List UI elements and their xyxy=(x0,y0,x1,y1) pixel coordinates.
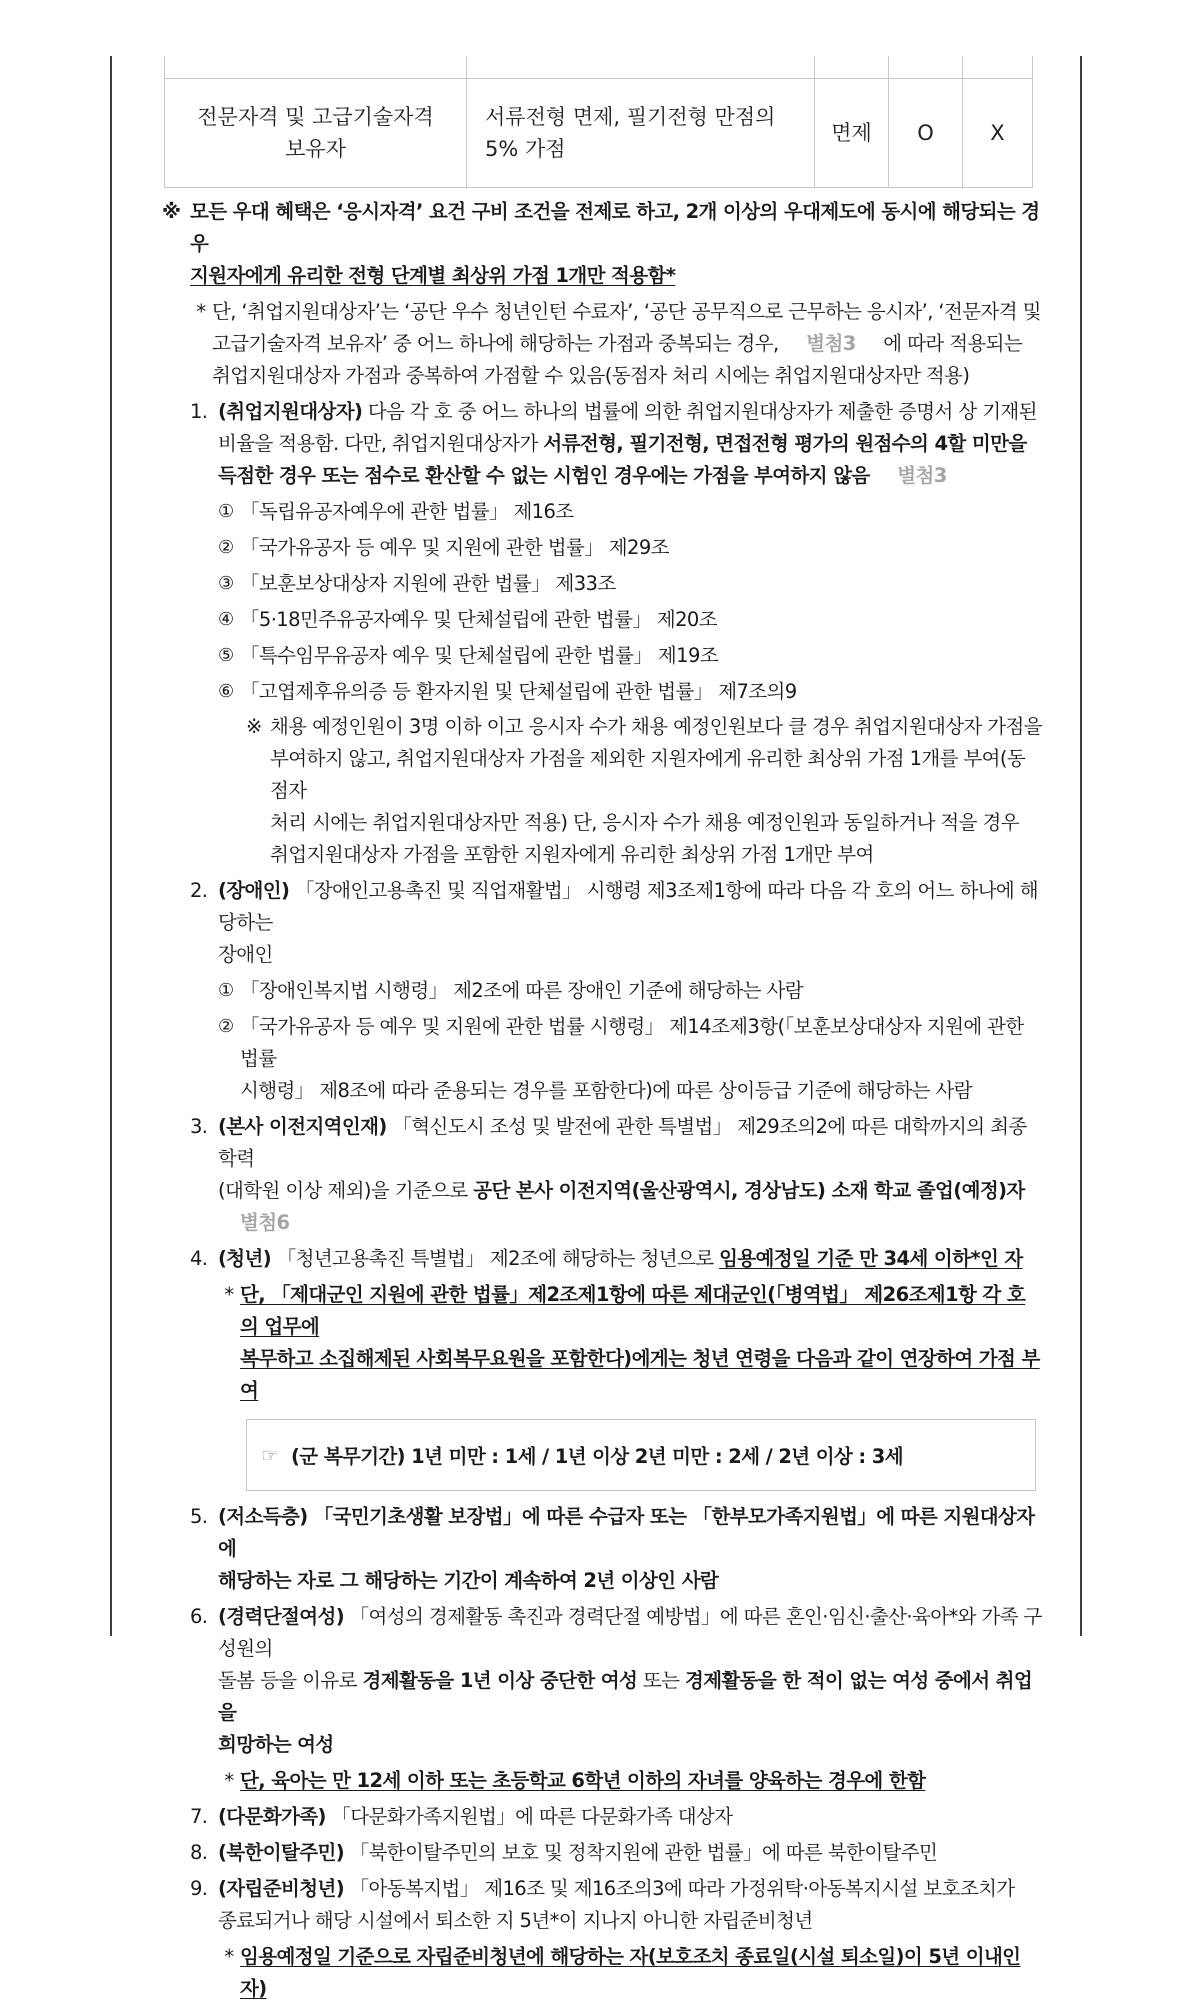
list-item-low-income xyxy=(190,1501,1042,1597)
self-reliance-note xyxy=(218,1941,1042,2005)
childcare-note xyxy=(218,1765,1042,1797)
star-mark: * xyxy=(224,1769,234,1792)
law-item xyxy=(218,676,1042,708)
item-text xyxy=(218,1837,1042,1869)
page-border-right xyxy=(1080,56,1082,1636)
law-text: 「독립유공자예우에 관한 법률」 제16조 xyxy=(240,500,574,523)
list-item-local-talent xyxy=(190,1111,1042,1239)
law-text: 「특수임무유공자 예우 및 단체설립에 관한 법률」 제19조 xyxy=(240,644,718,667)
pointing-hand-icon: ☞ xyxy=(261,1443,278,1467)
cell-text: 보유자 xyxy=(285,137,346,161)
military-service-box xyxy=(246,1419,1036,1491)
item-bold: 경제활동을 1년 이상 중단한 여성 xyxy=(362,1669,638,1692)
item-bold: 득점한 경우 또는 점수로 환산할 수 없는 시험인 경우에는 가점을 부여하지 않음 xyxy=(218,464,870,487)
criterion-line: 시행령」 제8조에 따라 준용되는 경우를 포함한다)에 따른 상이등급 기준에 해당하는 사람 xyxy=(240,1079,972,1102)
item-title: (저소득층) xyxy=(218,1505,308,1528)
note-line: 모든 우대 혜택은 ‘응시자격’ 요건 구비 조건을 전제로 하고, 2개 이상의 우대제도에 동시에 해당되는 경우 xyxy=(190,200,1040,255)
attachment-ref: 별첨6 xyxy=(240,1211,290,1234)
list-item-multicultural xyxy=(190,1801,1042,1833)
circled-number: ① xyxy=(218,980,234,1001)
item-line: 돌봄 등을 이유로 xyxy=(218,1669,363,1692)
item-number: 6. xyxy=(190,1605,208,1628)
circled-number: ③ xyxy=(218,573,234,594)
item-bold: 서류전형, 필기전형, 면접전형 평가의 원점수의 4할 미만을 xyxy=(543,432,1027,455)
table-cell-written: O xyxy=(889,79,963,188)
note-text xyxy=(190,196,1042,292)
item-number: 8. xyxy=(190,1841,208,1864)
table-cell-interview: X xyxy=(963,79,1033,188)
list-item-youth xyxy=(190,1243,1042,1275)
preference-notes xyxy=(162,196,1042,2005)
table-row-partial xyxy=(165,56,1033,79)
item-text xyxy=(218,1501,1042,1597)
subnote-line: 처리 시에는 취업지원대상자만 적용) 단, 응시자 수가 채용 예정인원과 동일하거나 적을 경우 xyxy=(270,811,1019,834)
table-cell-category xyxy=(165,79,467,188)
item-number: 9. xyxy=(190,1877,208,1900)
note-mark: ※ xyxy=(162,200,181,223)
employment-support-note xyxy=(246,711,1042,871)
circled-number: ⑤ xyxy=(218,645,234,666)
item-bold: 경제활동을 한 적이 없는 여성 중에서 취업을 xyxy=(218,1669,1033,1724)
general-note xyxy=(162,196,1042,292)
subnote-line: 취업지원대상자 가점을 포함한 지원자에게 유리한 최상위 가점 1개만 부여 xyxy=(270,843,874,866)
item-line: 「국민기초생활 보장법」에 따른 수급자 또는 「한부모가족지원법」에 따른 지원대상자에 xyxy=(218,1505,1035,1560)
cell-text: 서류전형 면제, 필기전형 만점의 xyxy=(485,105,776,129)
item-title: (청년) xyxy=(218,1247,272,1270)
law-text: 「보훈보상대상자 지원에 관한 법률」 제33조 xyxy=(240,572,616,595)
item-text xyxy=(218,1243,1042,1275)
cell-text: 5% 가점 xyxy=(485,137,566,161)
criterion-text xyxy=(240,1011,1042,1107)
item-line: 「청년고용촉진 특별법」 제2조에 해당하는 청년으로 xyxy=(271,1247,720,1270)
item-title: (경력단절여성) xyxy=(218,1605,345,1628)
item-title: (취업지원대상자) xyxy=(218,400,363,423)
law-text: 「국가유공자 등 예우 및 지원에 관한 법률」 제29조 xyxy=(240,536,669,559)
item-line: 장애인 xyxy=(218,943,273,966)
star-note-line: 고급기술자격 보유자’ 중 어느 하나에 해당하는 가점과 중복되는 경우, xyxy=(212,332,779,355)
veteran-note-text xyxy=(240,1279,1042,1407)
item-number: 7. xyxy=(190,1805,208,1828)
attachment-ref: 별첨3 xyxy=(897,464,947,487)
childcare-note-text: 단, 육아는 만 12세 이하 또는 초등학교 6학년 이하의 자녀를 양육하는 경우에 한함 xyxy=(240,1769,926,1792)
self-reliance-note-text: 임용예정일 기준으로 자립준비청년에 해당하는 자(보호조치 종료일(시설 퇴소일)이 5년 이내인 자) xyxy=(240,1945,1021,2000)
item-bold: 희망하는 여성 xyxy=(218,1733,334,1756)
star-note-text xyxy=(212,296,1042,392)
law-item xyxy=(218,640,1042,672)
circled-number: ⑥ xyxy=(218,681,234,702)
criterion-line: 「국가유공자 등 예우 및 지원에 관한 법률 시행령」 제14조제3항(「보훈보상대상자 지원에 관한 법률 xyxy=(240,1015,1024,1070)
item-line: 다음 각 호 중 어느 하나의 법률에 의한 취업지원대상자가 제출한 증명서 상 기재된 xyxy=(362,400,1037,423)
item-line: 「여성의 경제활동 촉진과 경력단절 예방법」에 따른 혼인·임신·출산·육아*와 가족 구성원의 xyxy=(218,1605,1042,1660)
note-line-underlined: 지원자에게 유리한 전형 단계별 최상위 가점 1개만 적용함* xyxy=(190,264,676,287)
item-title: (자립준비청년) xyxy=(218,1877,345,1900)
law-text: 「고엽제후유의증 등 환자지원 및 단체설립에 관한 법률」 제7조의9 xyxy=(240,680,797,703)
list-item-employment-support xyxy=(190,396,1042,492)
item-line: 「다문화가족지원법」에 따른 다문화가족 대상자 xyxy=(325,1805,733,1828)
law-item xyxy=(218,568,1042,600)
item-line: 해당하는 자로 그 해당하는 기간이 계속하여 2년 이상인 사람 xyxy=(218,1569,719,1592)
star-mark: * xyxy=(224,1945,234,1968)
note-mark: ※ xyxy=(246,715,262,738)
page-border-left xyxy=(110,56,112,1636)
item-text xyxy=(218,1111,1042,1239)
item-bold-underlined: 임용예정일 기준 만 34세 이하*인 자 xyxy=(719,1247,1023,1270)
star-note xyxy=(190,296,1042,392)
veteran-note-line: 복무하고 소집해제된 사회복무요원을 포함한다)에게는 청년 연령을 다음과 같이 연장하여 가점 부여 xyxy=(240,1347,1040,1402)
item-line: 또는 xyxy=(637,1669,685,1692)
preference-table xyxy=(164,56,1033,188)
table-row xyxy=(165,79,1033,188)
item-text xyxy=(218,875,1042,971)
table-cell-document: 면제 xyxy=(815,79,889,188)
item-line: 「아동복지법」 제16조 및 제16조의3에 따라 가정위탁·아동복지시설 보호조치가 xyxy=(344,1877,1015,1900)
list-item-self-reliance-youth xyxy=(190,1873,1042,1937)
circled-number: ② xyxy=(218,537,234,558)
item-bold: 공단 본사 이전지역(울산광역시, 경상남도) 소재 학교 졸업(예정)자 xyxy=(473,1179,1025,1202)
star-note-line: 단, ‘취업지원대상자’는 ‘공단 우수 청년인턴 수료자’, ‘공단 공무직으로 근무하는 응시자’, ‘전문자격 및 xyxy=(212,300,1041,323)
star-note-line: 취업지원대상자 가점과 중복하여 가점할 수 있음(동점자 처리 시에는 취업지원대상자만 적용) xyxy=(212,364,970,387)
veteran-note xyxy=(218,1279,1042,1407)
item-text xyxy=(218,1801,1042,1833)
list-item-disabled xyxy=(190,875,1042,971)
law-item xyxy=(218,496,1042,528)
item-title: (북한이탈주민) xyxy=(218,1841,345,1864)
item-text xyxy=(218,1873,1042,1937)
item-line: 종료되거나 해당 시설에서 퇴소한 지 5년*이 지나지 아니한 자립준비청년 xyxy=(218,1909,813,1932)
item-title: (다문화가족) xyxy=(218,1805,326,1828)
item-title: (본사 이전지역인재) xyxy=(218,1115,387,1138)
circled-number: ④ xyxy=(218,609,234,630)
item-number: 5. xyxy=(190,1505,208,1528)
item-line: 「장애인고용촉진 및 직업재활법」 시행령 제3조제1항에 따라 다음 각 호의 어느 하나에 해당하는 xyxy=(218,879,1038,934)
veteran-note-line: 단, 「제대군인 지원에 관한 법률」제2조제1항에 따른 제대군인(「병역법」 제26조제1항 각 호의 업무에 xyxy=(240,1283,1026,1338)
cell-text: 전문자격 및 고급기술자격 xyxy=(197,105,434,129)
item-number: 3. xyxy=(190,1115,208,1138)
item-number: 1. xyxy=(190,400,208,423)
list-item-career-break-women xyxy=(190,1601,1042,1761)
subnote-text xyxy=(270,711,1042,871)
item-line: 비율을 적용함. 다만, 취업지원대상자가 xyxy=(218,432,544,455)
law-item xyxy=(218,532,1042,564)
star-mark: * xyxy=(196,300,206,323)
attachment-ref: 별첨3 xyxy=(806,332,856,355)
item-number: 4. xyxy=(190,1247,208,1270)
item-line: 「혁신도시 조성 및 발전에 관한 특별법」 제29조의2에 따른 대학까지의 최종학력 xyxy=(218,1115,1027,1170)
list-item-north-korean-defector xyxy=(190,1837,1042,1869)
star-mark: * xyxy=(224,1283,234,1306)
item-title: (장애인) xyxy=(218,879,290,902)
disability-criterion xyxy=(218,1011,1042,1107)
item-text xyxy=(218,396,1042,492)
subnote-line: 채용 예정인원이 3명 이하 이고 응시자 수가 채용 예정인원보다 클 경우 취업지원대상자 가점을 xyxy=(270,715,1042,738)
item-line: 「북한이탈주민의 보호 및 정착지원에 관한 법률」에 따른 북한이탈주민 xyxy=(344,1841,938,1864)
criterion-text: 「장애인복지법 시행령」 제2조에 따른 장애인 기준에 해당하는 사람 xyxy=(240,979,803,1002)
law-text: 「5·18민주유공자예우 및 단체설립에 관한 법률」 제20조 xyxy=(240,608,717,631)
table-cell-benefit xyxy=(467,79,815,188)
military-service-text: (군 복무기간) 1년 미만 : 1세 / 1년 이상 2년 미만 : 2세 / 2년 이상 : 3세 xyxy=(291,1445,903,1468)
circled-number: ① xyxy=(218,501,234,522)
disability-criterion xyxy=(218,975,1042,1007)
item-line: (대학원 이상 제외)을 기준으로 xyxy=(218,1179,474,1202)
star-note-line: 에 따라 적용되는 xyxy=(883,332,1023,355)
item-number: 2. xyxy=(190,879,208,902)
item-text xyxy=(218,1601,1042,1761)
circled-number: ② xyxy=(218,1016,234,1037)
law-item xyxy=(218,604,1042,636)
subnote-line: 부여하지 않고, 취업지원대상자 가점을 제외한 지원자에게 유리한 최상위 가점 1개를 부여(동점자 xyxy=(270,747,1026,802)
